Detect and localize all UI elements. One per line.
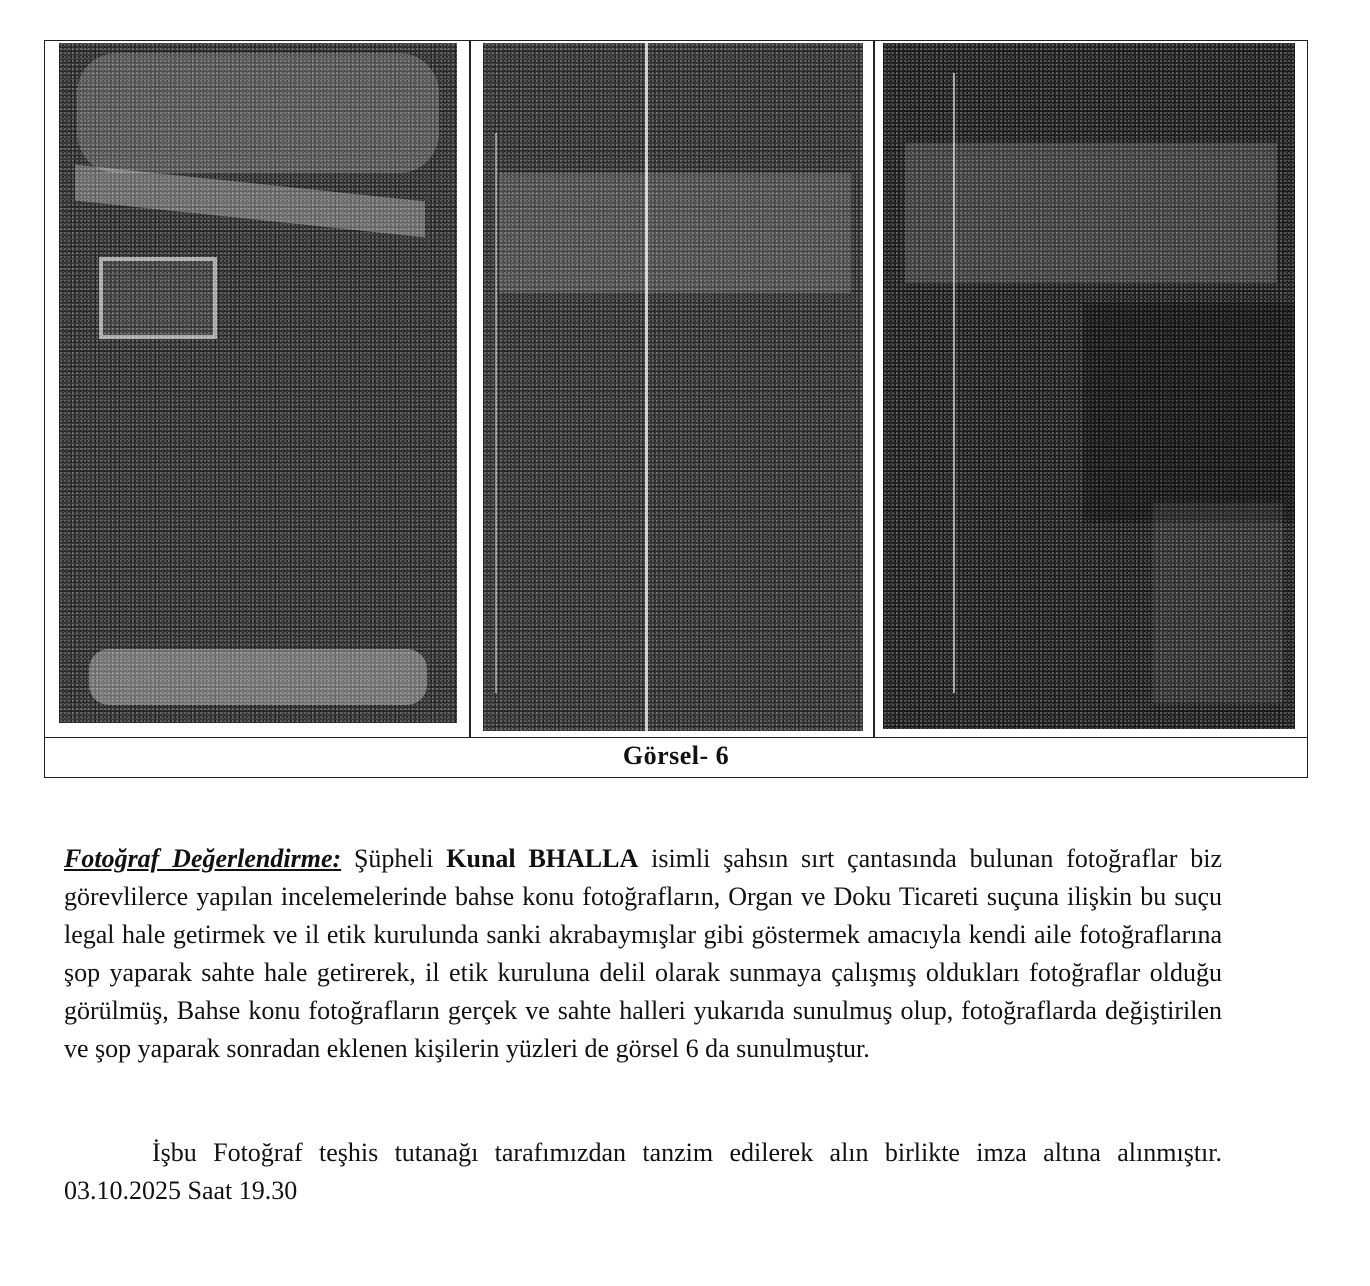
evaluation-label: Fotoğraf Değerlendirme: [64,844,342,873]
figure-panel [44,40,1308,778]
photo-left [59,43,457,723]
closing-paragraph: İşbu Fotoğraf teşhis tutanağı tarafımızdan tanzim edilerek alın birlikte imza altına alınmıştır. 03.10.2025 Saat 19.30 [64,1138,1222,1205]
evaluation-paragraph [64,840,1222,1068]
figure-caption: Görsel- 6 [622,741,730,770]
text-before-name: Şüpheli [341,844,447,873]
evaluation-text: isimli şahsın sırt çantasında bulunan fotoğraflar biz görevlilerce yapılan incelemelerinde bahse konu fotoğrafların, Organ ve Doku Ticareti suçuna ilişkin bu suçu legal hale getirmek ve il etik kurulunda sanki akrabaymışlar gibi göstermek amacıyla kendi aile fotoğraflarına şop yaparak sahte hale getirerek, il etik kuruluna delil olarak sunmaya çalışmış oldukları fotoğraflar olduğu görülmüş, Bahse konu fotoğrafların gerçek ve sahte halleri yukarıda sunulmuş olup, fotoğraflarda değiştirilen ve şop yaparak sonradan eklenen kişilerin yüzleri de görsel 6 da sunulmuştur. [64,844,1223,1063]
photo-middle [483,43,863,731]
divider [873,41,875,737]
suspect-name: Kunal BHALLA [446,844,639,873]
caption-divider [45,737,1307,738]
photo-right [883,43,1295,729]
divider [469,41,471,737]
